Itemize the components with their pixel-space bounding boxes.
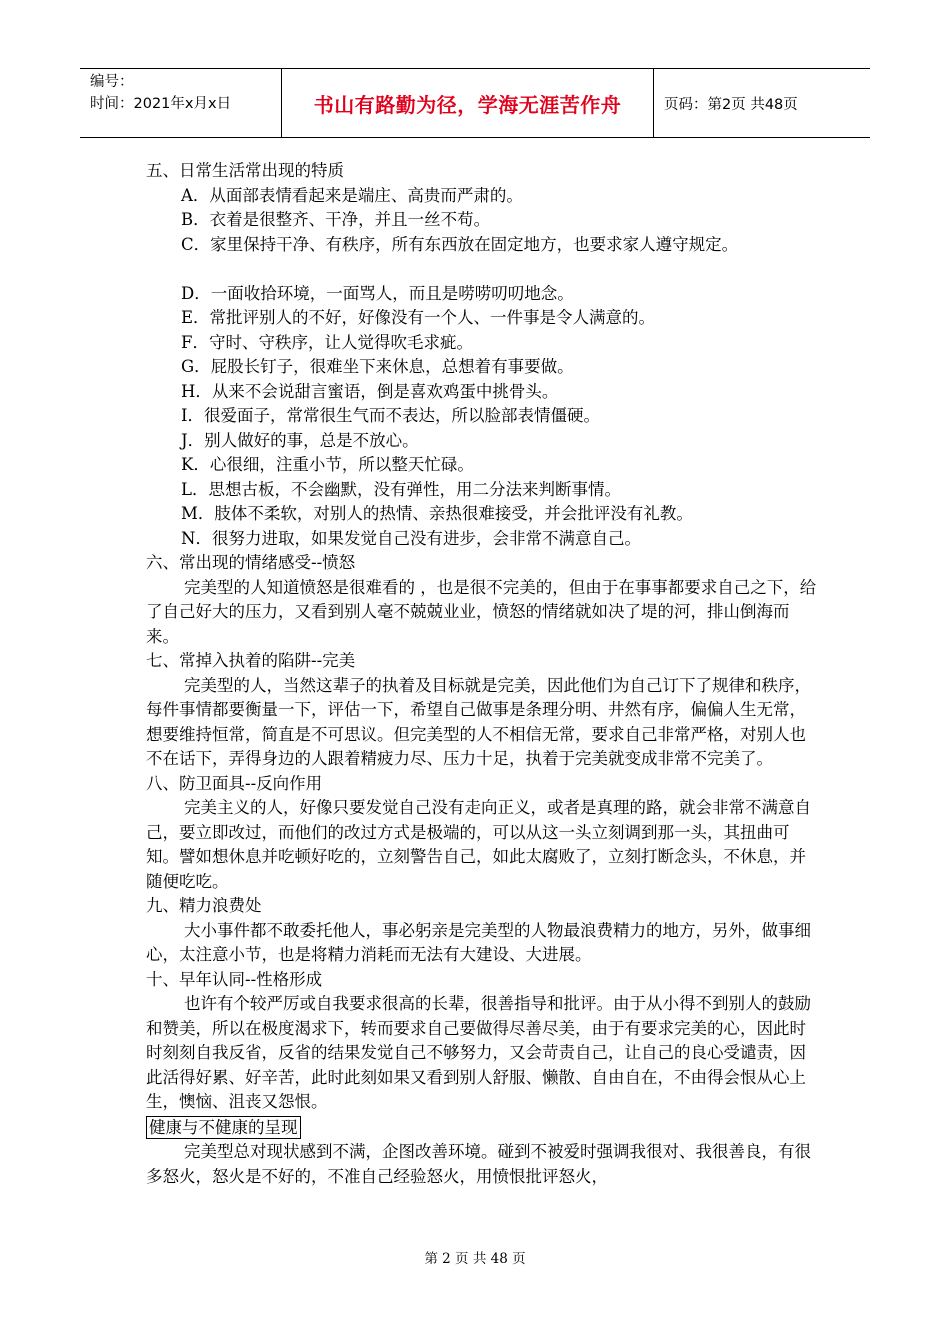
trait-item-e: E．常批评别人的不好，好像没有一个人、一件事是令人满意的。 [181,308,656,327]
trait-item-n: N．很努力进取，如果发觉自己没有进步，会非常不满意自己。 [181,528,641,548]
trait-item-c: C．家里保持干净、有秩序，所有东西放在固定地方，也要求家人遵守规定。 [181,234,739,254]
trait-item-b: B．衣着是很整齐、干净，并且一丝不苟。 [181,210,491,229]
header-page-number: 页码：第2页 共48页 [664,96,798,113]
trait-item-g: G．屁股长钉子，很难坐下来休息，总想着有事要做。 [181,357,574,376]
section-6-title: 六、常出现的情绪感受--愤怒 [146,553,356,572]
document-number-label: 编号： [90,74,134,90]
header-meta [80,69,282,137]
health-section-title: 健康与不健康的呈现 [146,1116,301,1139]
trait-item-l: L．思想古板，不会幽默，没有弹性，用二分法来判断事情。 [181,479,621,499]
section-7-title: 七、常掉入执着的陷阱--完美 [146,651,356,670]
section-5-title: 五、日常生活常出现的特质 [146,161,344,180]
header-motto: 书山有路勤为径，学海无涯苦作舟 [282,69,654,137]
trait-item-i: I．很爱面子，常常很生气而不表达，所以脸部表情僵硬。 [181,406,601,425]
section-7-body: 完美型的人，当然这辈子的执着及目标就是完美，因此他们为自己订下了规律和秩序，每件事情都要衡量一下，评估一下，希望自己做事是条理分明、井然有序，偏偏人生无常，想要维持恒常，简直是不可思议。但完美型的人不相信无常，要求自己非常严格，对别人也不在话下，弄得身边的人跟着精疲力尽、压力十足，执着于完美就变成非常不完美了。 [146,675,811,768]
health-section-body: 完美型总对现状感到不满，企图改善环境。碰到不被爱时强调我很对、我很善良，有很多怒火，怒火是不好的，不准自己经验怒火，用愤恨批评怒火， [146,1142,811,1186]
section-10-title: 十、早年认同--性格形成 [146,969,323,989]
spacer [146,257,822,282]
trait-item-a: A．从面部表情看起来是端庄、高贵而严肃的。 [181,185,523,205]
section-8-body: 完美主义的人，好像只要发觉自己没有走向正义，或者是真理的路，就会非常不满意自己，要立即改过，而他们的改过方式是极端的，可以从这一头立刻调到那一头，其扭曲可知。譬如想休息并吃顿好吃的，立刻警告自己，如此太腐败了，立刻打断念头，不休息，并随便吃吃。 [146,798,811,891]
trait-item-f: F．守时、守秩序，让人觉得吹毛求疵。 [181,332,473,352]
page-footer: 第 2 页 共 48 页 [424,1251,526,1267]
section-9-body: 大小事件都不敢委托他人，事必躬亲是完美型的人物最浪费精力的地方，另外，做事细心，太注意小节，也是将精力消耗而无法有大建设、大进展。 [146,920,811,964]
trait-item-h: H．从来不会说甜言蜜语，倒是喜欢鸡蛋中挑骨头。 [181,381,559,401]
document-body [146,159,822,1189]
section-6-body: 完美型的人知道愤怒是很难看的 ，也是很不完美的，但由于在事事都要求自己之下，给了自己好大的压力，又看到别人毫不兢兢业业，愤怒的情绪就如决了堤的河，排山倒海而来。 [146,577,817,646]
section-10-body: 也许有个较严厉或自我要求很高的长辈，很善指导和批评。由于从小得不到别人的鼓励和赞美，所以在极度渴求下，转而要求自己要做得尽善尽美，由于有要求完美的心，因此时时刻刻自我反省，反省的结果发觉自己不够努力，又会苛责自己，让自己的良心受谴责，因此活得好累、好辛苦，此时此刻如果又看到别人舒服、懒散、自由自在，不由得会恨从心上生，懊恼、沮丧又怨恨。 [146,994,811,1111]
page-header [80,68,870,138]
document-date-label: 时间：2021年x月x日 [90,96,232,112]
trait-item-k: K．心很细，注重小节，所以整天忙碌。 [181,455,474,474]
section-9-title: 九、精力浪费处 [146,896,262,915]
section-8-title: 八、防卫面具--反向作用 [146,773,323,793]
trait-item-j: J．别人做好的事，总是不放心。 [181,430,419,450]
trait-item-d: D．一面收拾环境，一面骂人，而且是唠唠叨叨地念。 [181,283,574,303]
trait-item-m: M．肢体不柔软，对别人的热情、亲热很难接受，并会批评没有礼教。 [181,504,693,523]
